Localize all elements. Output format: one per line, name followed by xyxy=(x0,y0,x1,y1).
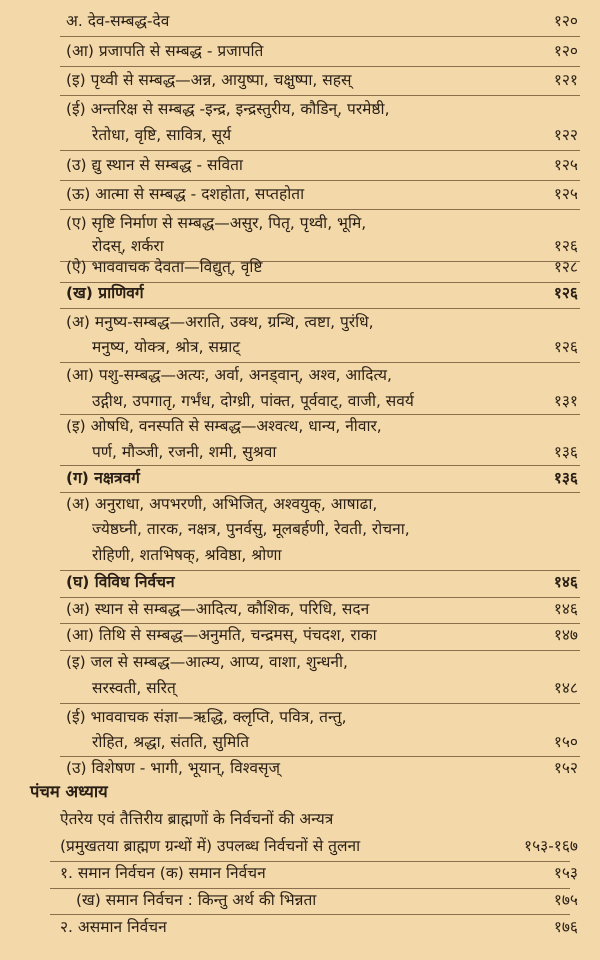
entry-text: उद्गीथ, उपगातृ, गर्भंध, दोग्ध्री, पांक्त, पूर्ववाट्, वाजी, सवर्य xyxy=(92,392,414,410)
entry-text: (ख) समान निर्वचन : किन्तु अर्थ की भिन्नता xyxy=(76,891,317,909)
entry-text: (ऊ) आत्मा से सम्बद्ध - दशहोता, सप्तहोता xyxy=(66,185,305,203)
divider xyxy=(60,66,580,67)
entry-text: रेतोधा, वृष्टि, सावित्र, सूर्य xyxy=(92,126,232,144)
entry-text: (उ) द्यु स्थान से सम्बद्ध - सविता xyxy=(66,156,243,174)
entry-text: सरस्वती, सरित् xyxy=(92,679,176,697)
entry-page: १२५ xyxy=(553,185,578,203)
divider xyxy=(60,308,580,309)
entry-page: १२६ xyxy=(553,237,578,255)
entry-page: १२० xyxy=(553,42,578,60)
divider xyxy=(60,95,580,96)
entry-text: (इ) पृथ्वी से सम्बद्ध—अन्न, आयुष्पा, चक्षुष्पा, सहस् xyxy=(66,71,352,89)
entry-page: १३६ xyxy=(553,443,578,461)
entry-page: १५३-१६७ xyxy=(524,837,578,855)
entry-text: (अ) अनुराधा, अपभरणी, अभिजित्, अश्वयुक्, आषाढा, xyxy=(66,495,378,513)
entry-text: रोहिणी, शतभिषक्, श्रविष्ठा, श्रोणा xyxy=(92,546,282,564)
entry-page: १४७ xyxy=(553,626,578,644)
entry-text: २. असमान निर्वचन xyxy=(60,918,167,936)
divider xyxy=(60,362,580,363)
entry-text: (घ) विविध निर्वचन xyxy=(66,573,175,591)
entry-text: अ. देव-सम्बद्ध-देव xyxy=(66,12,170,30)
entry-text: (ए) सृष्टि निर्माण से सम्बद्ध—असुर, पितृ, पृथ्वी, भूमि, xyxy=(66,214,367,232)
entry-page: १२६ xyxy=(553,284,578,302)
entry-text: ज्येष्ठघ्नी, तारक, नक्षत्र, पुनर्वसु, मूलबर्हणी, रेवती, रोचना, xyxy=(92,520,410,538)
entry-page: १७६ xyxy=(553,918,578,936)
entry-text: (आ) पशु-सम्बद्ध—अत्यः, अर्वा, अनड्वान्, अश्व, आदित्य, xyxy=(66,366,392,384)
entry-page: १२१ xyxy=(553,71,578,89)
divider xyxy=(60,150,580,151)
entry-page: १३१ xyxy=(553,392,578,410)
entry-page: १५० xyxy=(553,733,578,751)
entry-text: (प्रमुखतया ब्राह्मण ग्रन्थों में) उपलब्ध निर्वचनों से तुलना xyxy=(60,837,361,855)
entry-page: १७५ xyxy=(553,891,578,909)
entry-text: रोदस्, शर्करा xyxy=(92,237,164,255)
entry-page: १२६ xyxy=(553,338,578,356)
entry-text: (ई) भाववाचक संज्ञा—ऋद्धि, क्लृप्ति, पवित्र, तन्तु, xyxy=(66,708,347,726)
entry-text: १. समान निर्वचन (क) समान निर्वचन xyxy=(60,864,266,882)
entry-text: (ग) नक्षत्रवर्ग xyxy=(66,469,140,487)
divider xyxy=(60,180,580,181)
entry-page: १३६ xyxy=(553,469,578,487)
entry-text: (अ) स्थान से सम्बद्ध—आदित्य, कौशिक, परिधि, सदन xyxy=(66,600,370,618)
entry-text: (इ) ओषधि, वनस्पति से सम्बद्ध—अश्वत्थ, धान्य, नीवार, xyxy=(66,417,382,435)
entry-page: १२८ xyxy=(553,258,578,276)
entry-text: ऐतरेय एवं तैत्तिरीय ब्राह्मणों के निर्वचनों की अन्यत्र xyxy=(60,810,334,828)
entry-page: १२० xyxy=(553,12,578,30)
entry-page: १२२ xyxy=(553,126,578,144)
entry-page: १४६ xyxy=(553,573,578,591)
divider xyxy=(60,703,580,704)
divider xyxy=(60,36,580,37)
entry-text: (उ) विशेषण - भागी, भूयान्, विश्वसृज् xyxy=(66,759,280,777)
entry-text: (अ) मनुष्य-सम्बद्ध—अराति, उक्थ, ग्रन्थि, त्वष्टा, पुरंधि, xyxy=(66,313,374,331)
entry-text: पंचम अध्याय xyxy=(30,782,108,801)
entry-text: पर्ण, मौञ्जी, रजनी, शमी, सुश्रवा xyxy=(92,443,277,461)
divider xyxy=(60,465,580,466)
entry-text: (ई) अन्तरिक्ष से सम्बद्ध -इन्द्र, इन्द्रस्तुरीय, कौडिन्, परमेष्ठी, xyxy=(66,100,390,118)
entry-text: (इ) जल से सम्बद्ध—आत्म्य, आप्य, वाशा, शुन्धनी, xyxy=(66,653,348,671)
divider xyxy=(50,914,570,915)
entry-text: (आ) प्रजापति से सम्बद्ध - प्रजापति xyxy=(66,42,264,60)
entry-page: १५३ xyxy=(553,864,578,882)
entry-text: मनुष्य, योक्त्र, श्रोत्र, सम्राट् xyxy=(92,338,241,356)
entry-page: १५२ xyxy=(553,759,578,777)
entry-text: रोहित, श्रद्धा, संतति, सुमिति xyxy=(92,733,250,751)
entry-text: (ऐ) भाववाचक देवता—विद्युत्, वृष्टि xyxy=(66,258,263,276)
entry-text: (ख) प्राणिवर्ग xyxy=(66,284,144,302)
entry-text: (आ) तिथि से सम्बद्ध—अनुमति, चन्द्रमस्, पंचदश, राका xyxy=(66,626,377,644)
entry-page: १४८ xyxy=(553,679,578,697)
divider xyxy=(60,209,580,210)
entry-page: १२५ xyxy=(553,156,578,174)
entry-page: १४६ xyxy=(553,600,578,618)
